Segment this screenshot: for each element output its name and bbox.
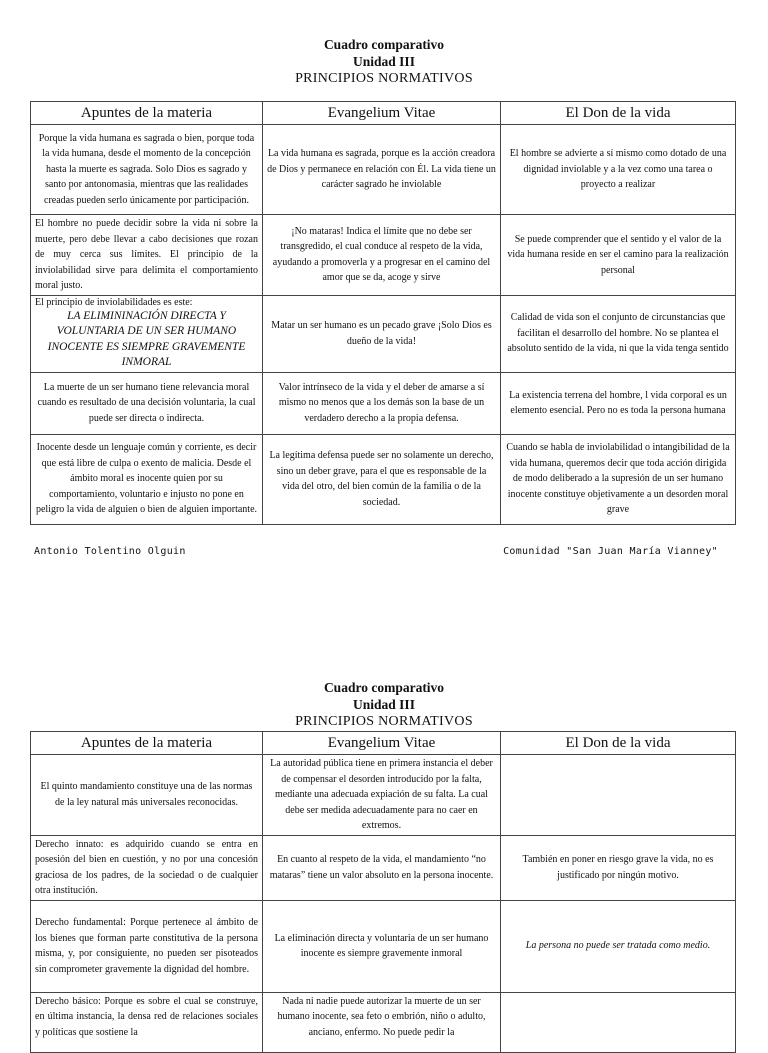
- table-row: [31, 434, 736, 524]
- table-cell: La persona no puede ser tratada como medio.: [501, 900, 736, 992]
- table-cell: Cuando se habla de inviolabilidad o intangibilidad de la vida humana, queremos decir que toda acción dirigida de modo deliberado a la supresión de un ser humano inocente constituye objetivamente a un desorden moral grave: [501, 434, 736, 524]
- table-cell: También en poner en riesgo grave la vida, no es justificado por ningún motivo.: [501, 835, 736, 900]
- column-header-apuntes: Apuntes de la materia: [31, 102, 263, 125]
- table-cell: [31, 295, 263, 372]
- table-row: [31, 755, 736, 836]
- table-cell: Matar un ser humano es un pecado grave ¡Solo Dios es dueño de la vida!: [263, 295, 501, 372]
- table-cell: La muerte de un ser humano tiene relevancia moral cuando es resultado de una decisión voluntaria, la cual puede ser directa o indirecta.: [31, 372, 263, 434]
- column-header-apuntes: Apuntes de la materia: [31, 732, 263, 755]
- table-row: [31, 835, 736, 900]
- table-cell: Inocente desde un lenguaje común y corriente, es decir que está libre de culpa o exento de malicia. Desde el ámbito moral es inocente quien por su comportamiento, voluntario e injusto no pone en peligro la vida de alguien o bien de alguien importante.: [31, 434, 263, 524]
- table-row: [31, 125, 736, 215]
- table-cell: Calidad de vida son el conjunto de circunstancias que facilitan el desarrollo del hombre. No se plantea el absoluto sentido de la vida, ni que la vida tenga sentido: [501, 295, 736, 372]
- heading-subject: PRINCIPIOS NORMATIVOS: [295, 714, 473, 729]
- author-name: Antonio Tolentino Olguin: [34, 546, 186, 557]
- table-header-row: [31, 732, 736, 755]
- heading-subject: PRINCIPIOS NORMATIVOS: [295, 71, 473, 86]
- table-cell: [501, 755, 736, 836]
- heading-title: Cuadro comparativo: [323, 680, 445, 695]
- table-cell: La autoridad pública tiene en primera instancia el deber de compensar el desorden introducido por la falta, mediante una adecuada expiación de su falta. La cual debe ser medida adecuadamente para no caer en extremos.: [263, 755, 501, 836]
- table-cell: ¡No mataras! Indica el límite que no debe ser transgredido, el cual conduce al respeto de la vida, ayudando a promoverla y a progresar en el camino del amor que se da, acoge y sirve: [263, 215, 501, 296]
- table-row: [31, 992, 736, 1052]
- table-cell: Se puede comprender que el sentido y el valor de la vida humana reside en ser el camino para la realización personal: [501, 215, 736, 296]
- table-cell: La vida humana es sagrada, porque es la acción creadora de Dios y permanece en relación con Él. La vida tiene un carácter sagrado he inviolable: [263, 125, 501, 215]
- table-row: [31, 900, 736, 992]
- table-cell: El hombre no puede decidir sobre la vida ni sobre la muerte, pero debe llevar a cabo decisiones que rozan de muy cerca sus límites. El principio de la inviolabilidad sirve para delimita el comportamiento moral justo.: [31, 215, 263, 296]
- page-1-heading: [0, 36, 768, 87]
- table-cell: El hombre se advierte a sí mismo como dotado de una dignidad inviolable y a la vez como una tarea o proyecto a realizar: [501, 125, 736, 215]
- heading-unit: Unidad III: [353, 697, 415, 712]
- table-cell: La existencia terrena del hombre, l vida corporal es un elemento esencial. Pero no es toda la persona humana: [501, 372, 736, 434]
- table-cell: El quinto mandamiento constituye una de las normas de la ley natural más universales reconocidas.: [31, 755, 263, 836]
- table-row: [31, 372, 736, 434]
- heading-unit: Unidad III: [353, 54, 415, 69]
- principle-statement: LA ELIMININACIÓN DIRECTA Y VOLUNTARIA DE UN SER HUMANO INOCENTE ES SIEMPRE GRAVEMENTE INMORAL: [47, 309, 246, 368]
- table-cell: Nada ni nadie puede autorizar la muerte de un ser humano inocente, sea feto o embrión, niño o adulto, anciano, enfermo. No puede pedir la: [263, 992, 501, 1052]
- table-cell: [501, 992, 736, 1052]
- table-cell: Porque la vida humana es sagrada o bien, porque toda la vida humana, desde el momento de la concepción hasta la muerte es sagrada. Solo Dios es sagrado y santo por antonomasia, mientras que las realidades creadas pueden serlo únicamente por participación.: [31, 125, 263, 215]
- column-header-don: El Don de la vida: [501, 732, 736, 755]
- heading-title: Cuadro comparativo: [323, 37, 445, 52]
- table-cell: Valor intrínseco de la vida y el deber de amarse a sí mismo no menos que a los demás son la base de un verdadero derecho a la propia defensa.: [263, 372, 501, 434]
- table-cell: Derecho innato: es adquirido cuando se entra en posesión del bien en cuestión, y no por una concesión graciosa de los padres, de la sociedad o de cualquier otra institución.: [31, 835, 263, 900]
- column-header-don: El Don de la vida: [501, 102, 736, 125]
- principle-intro: El principio de inviolabilidades es este:: [35, 296, 193, 308]
- comparison-table-1: [30, 101, 736, 525]
- table-cell: Derecho fundamental: Porque pertenece al ámbito de los bienes que forman parte constitutiva de la persona misma, y, por consiguiente, no pueden ser pisoteados sin comprometer gravemente la dignidad del hombre.: [31, 900, 263, 992]
- table-row: [31, 215, 736, 296]
- page-2-heading: [0, 679, 768, 730]
- column-header-evangelium: Evangelium Vitae: [263, 732, 501, 755]
- table-header-row: [31, 102, 736, 125]
- table-cell: La eliminación directa y voluntaria de un ser humano inocente es siempre gravemente inmoral: [263, 900, 501, 992]
- column-header-evangelium: Evangelium Vitae: [263, 102, 501, 125]
- table-cell: La legítima defensa puede ser no solamente un derecho, sino un deber grave, para el que es responsable de la vida del otro, del bien común de la familia o de la sociedad.: [263, 434, 501, 524]
- table-cell: Derecho básico: Porque es sobre el cual se construye, en última instancia, la densa red de relaciones sociales y políticas que sostiene la: [31, 992, 263, 1052]
- table-cell: En cuanto al respeto de la vida, el mandamiento “no mataras” tiene un valor absoluto en la persona inocente.: [263, 835, 501, 900]
- community-name: Comunidad "San Juan María Vianney": [503, 546, 718, 557]
- table-row: [31, 295, 736, 372]
- comparison-table-2: [30, 731, 736, 1053]
